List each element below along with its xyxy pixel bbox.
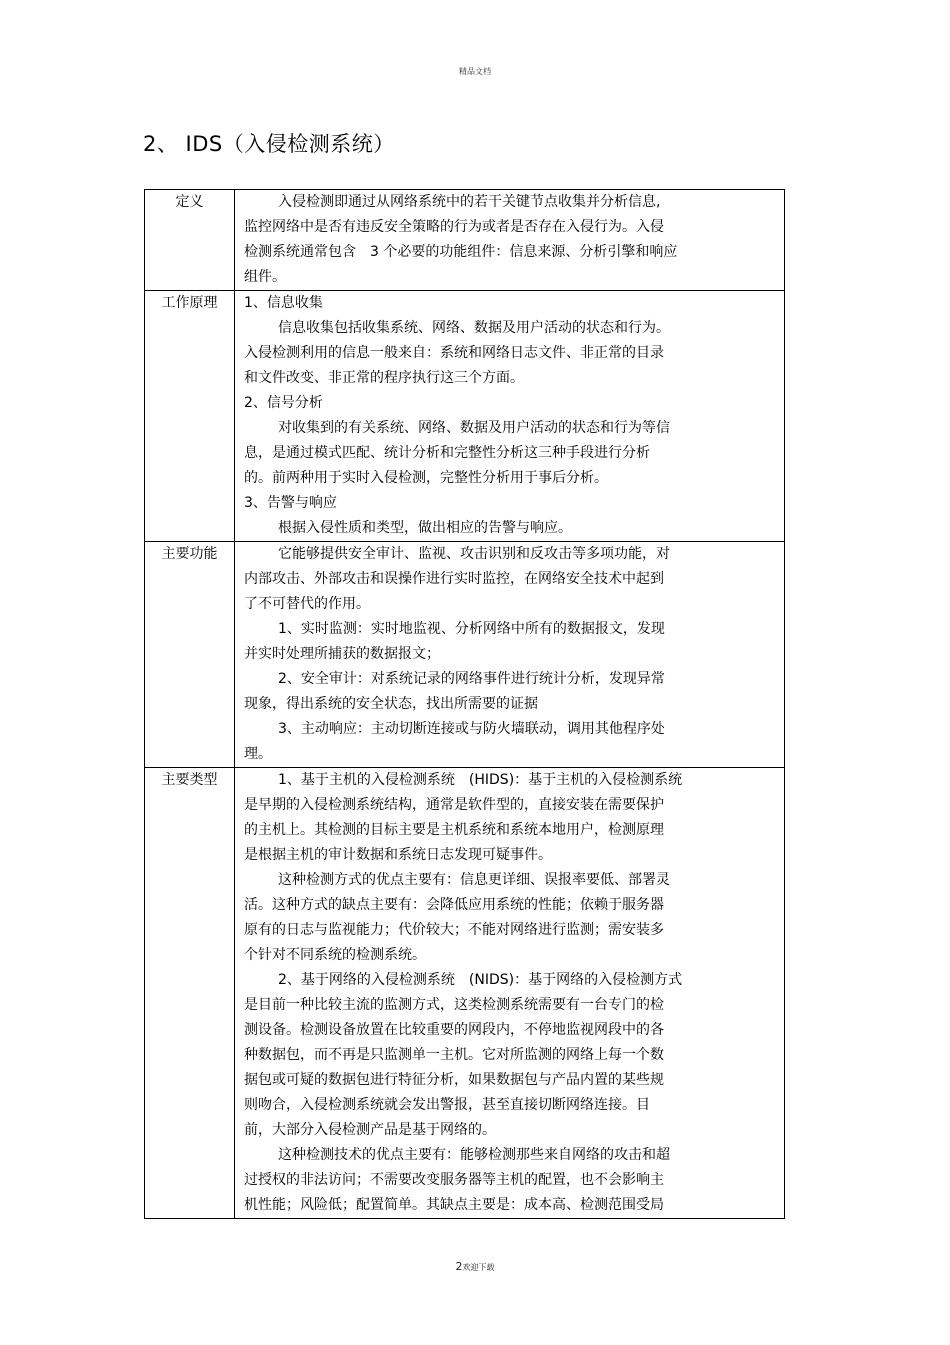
content-line: 监控网络中是否有违反安全策略的行为或者是否存在入侵行为。入侵 bbox=[244, 219, 664, 235]
footer-text: 欢迎下载 bbox=[462, 1263, 495, 1272]
content-line: 这种检测方式的优点主要有：信息更详细、误报率要低、部署灵 bbox=[278, 872, 670, 888]
content-line: 个针对不同系统的检测系统。 bbox=[244, 947, 426, 963]
page-footer bbox=[0, 1260, 950, 1273]
content-line: 组件。 bbox=[244, 269, 286, 285]
content-line: 1、实时监测：实时地监视、分析网络中所有的数据报文，发现 bbox=[278, 621, 665, 637]
content-line: 3、主动响应：主动切断连接或与防火墙联动，调用其他程序处 bbox=[278, 721, 665, 737]
content-line: 根据入侵性质和类型，做出相应的告警与响应。 bbox=[278, 520, 572, 536]
table-row bbox=[145, 291, 785, 542]
content-line: 2、安全审计：对系统记录的网络事件进行统计分析，发现异常 bbox=[278, 671, 665, 687]
row-content bbox=[235, 190, 785, 291]
content-line: 这种检测技术的优点主要有：能够检测那些来自网络的攻击和超 bbox=[278, 1147, 670, 1163]
content-line: 据包或可疑的数据包进行特征分析，如果数据包与产品内置的某些规 bbox=[244, 1072, 664, 1088]
row-label: 工作原理 bbox=[145, 291, 235, 542]
page-header: 精品文档 bbox=[459, 67, 491, 76]
content-line: 原有的日志与监视能力；代价较大；不能对网络进行监测；需安装多 bbox=[244, 922, 664, 938]
table-row bbox=[145, 542, 785, 768]
content-line: 检测系统通常包含 3 个必要的功能组件：信息来源、分析引擎和响应 bbox=[244, 244, 678, 260]
content-line: 测设备。检测设备放置在比较重要的网段内，不停地监视网段中的各 bbox=[244, 1022, 664, 1038]
content-line: 是目前一种比较主流的监测方式，这类检测系统需要有一台专门的检 bbox=[244, 997, 664, 1013]
content-line: 和文件改变、非正常的程序执行这三个方面。 bbox=[244, 370, 524, 386]
content-line: 对收集到的有关系统、网络、数据及用户活动的状态和行为等信 bbox=[278, 420, 670, 436]
content-line: 机性能；风险低；配置简单。其缺点主要是：成本高、检测范围受局 bbox=[244, 1197, 664, 1213]
row-label: 主要功能 bbox=[145, 542, 235, 768]
content-line: 内部攻击、外部攻击和误操作进行实时监控，在网络安全技术中起到 bbox=[244, 571, 664, 587]
content-line: 活。这种方式的缺点主要有：会降低应用系统的性能；依赖于服务器 bbox=[244, 897, 664, 913]
section-title: 2、 IDS（入侵检测系统） bbox=[143, 132, 395, 156]
row-content bbox=[235, 291, 785, 542]
content-line: 3、告警与响应 bbox=[244, 495, 337, 511]
content-line: 信息收集包括收集系统、网络、数据及用户活动的状态和行为。 bbox=[278, 320, 670, 336]
content-line: 理。 bbox=[244, 746, 272, 762]
content-line: 2、信号分析 bbox=[244, 395, 323, 411]
content-line: 入侵检测利用的信息一般来自：系统和网络日志文件、非正常的目录 bbox=[244, 345, 664, 361]
content-line: 入侵检测即通过从网络系统中的若干关键节点收集并分析信息, bbox=[278, 194, 661, 210]
content-line: 现象，得出系统的安全状态，找出所需要的证据 bbox=[244, 696, 538, 712]
ids-table bbox=[144, 189, 785, 1219]
content-line: 是根据主机的审计数据和系统日志发现可疑事件。 bbox=[244, 847, 552, 863]
page-number: 2 bbox=[455, 1260, 463, 1273]
content-line: 的主机上。其检测的目标主要是主机系统和系统本地用户，检测原理 bbox=[244, 822, 664, 838]
content-line: 过授权的非法访问；不需要改变服务器等主机的配置，也不会影响主 bbox=[244, 1172, 664, 1188]
content-line: 了不可替代的作用。 bbox=[244, 596, 370, 612]
content-line: 1、基于主机的入侵检测系统 (HIDS)：基于主机的入侵检测系统 bbox=[278, 772, 683, 788]
content-line: 2、基于网络的入侵检测系统 (NIDS)：基于网络的入侵检测方式 bbox=[278, 972, 683, 988]
content-line: 的。前两种用于实时入侵检测，完整性分析用于事后分析。 bbox=[244, 470, 608, 486]
row-content bbox=[235, 768, 785, 1219]
content-line: 它能够提供安全审计、监视、攻击识别和反攻击等多项功能，对 bbox=[278, 546, 670, 562]
content-line: 则吻合，入侵检测系统就会发出警报，甚至直接切断网络连接。目 bbox=[244, 1097, 650, 1113]
content-line: 1、信息收集 bbox=[244, 295, 323, 311]
content-line: 是早期的入侵检测系统结构，通常是软件型的，直接安装在需要保护 bbox=[244, 797, 664, 813]
table-row bbox=[145, 768, 785, 1219]
content-line: 前，大部分入侵检测产品是基于网络的。 bbox=[244, 1122, 496, 1138]
table-row bbox=[145, 190, 785, 291]
content-line: 种数据包，而不再是只监测单一主机。它对所监测的网络上每一个数 bbox=[244, 1047, 664, 1063]
row-label: 主要类型 bbox=[145, 768, 235, 1219]
row-content bbox=[235, 542, 785, 768]
content-line: 并实时处理所捕获的数据报文； bbox=[244, 646, 440, 662]
content-line: 息，是通过模式匹配、统计分析和完整性分析这三种手段进行分析 bbox=[244, 445, 650, 461]
row-label: 定义 bbox=[145, 190, 235, 291]
ids-table-body bbox=[145, 190, 785, 1219]
